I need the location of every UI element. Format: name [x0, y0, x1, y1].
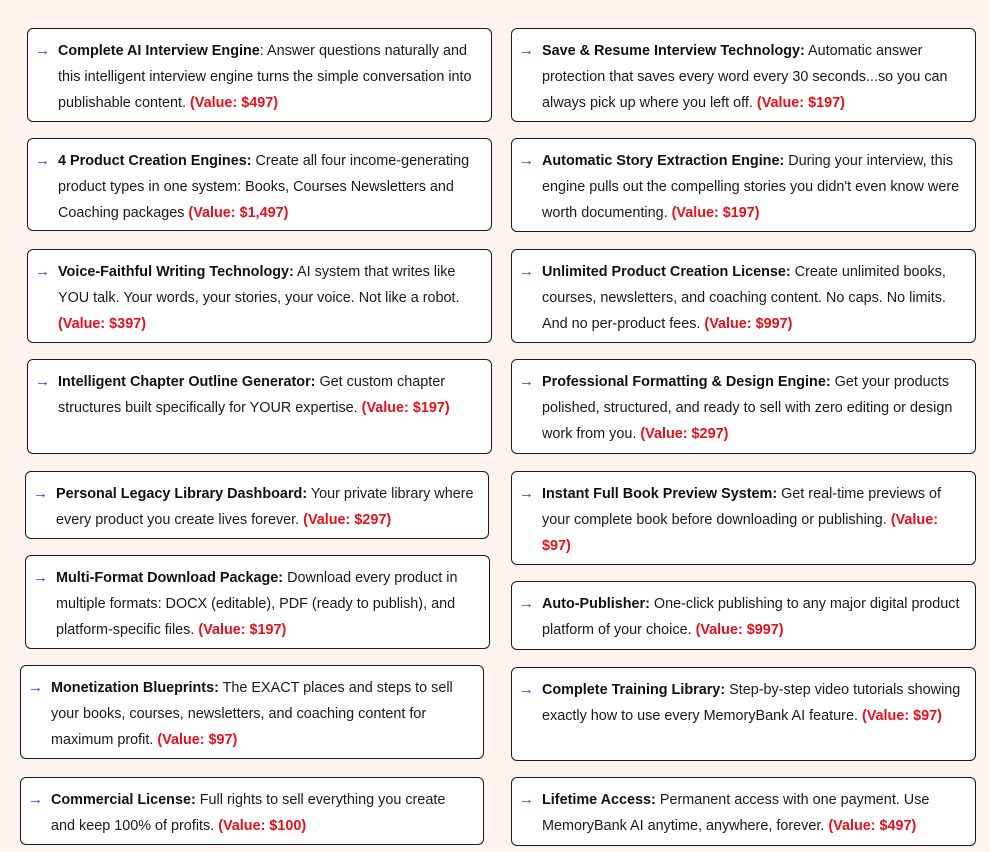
feature-description: Step-by-step video tutorials showing exactly how to use every MemoryBank AI feature.: [542, 682, 961, 724]
feature-description: Get real-time previews of your complete book before downloading or publishing.: [542, 486, 942, 528]
arrow-right-icon: →: [519, 42, 534, 59]
feature-title: Professional Formatting & Design Engine:: [542, 374, 831, 390]
feature-description: During your interview, this engine pulls out the compelling stories you didn't even know were worth documenting.: [542, 153, 960, 221]
feature-card-voice-faithful-writing: [27, 249, 492, 343]
feature-title: Automatic Story Extraction Engine:: [542, 153, 785, 169]
feature-text: [542, 369, 965, 447]
arrow-right-icon: →: [35, 152, 50, 169]
feature-title: Multi-Format Download Package:: [56, 570, 284, 586]
feature-card-legacy-library-dashboard: [25, 471, 489, 539]
feature-title: Save & Resume Interview Technology:: [542, 43, 805, 59]
feature-description: Download every product in multiple formats: DOCX (editable), PDF (ready to publish), and platform-specific files.: [56, 570, 458, 638]
feature-card-product-creation-engines: [27, 138, 492, 231]
feature-card-training-library: [511, 667, 976, 761]
arrow-right-icon: →: [519, 485, 534, 502]
feature-value: (Value: $197): [361, 400, 450, 416]
feature-value: (Value: $397): [58, 316, 146, 332]
feature-description: Get your products polished, structured, and ready to sell with zero editing or design work from you.: [542, 374, 953, 442]
arrow-right-icon: →: [35, 373, 50, 390]
arrow-right-icon: →: [35, 263, 50, 280]
feature-description: Create all four income-generating product types in one system: Books, Courses Newsletters and Coaching packages: [58, 153, 470, 221]
feature-value: (Value: $197): [671, 205, 760, 221]
arrow-right-icon: →: [519, 152, 534, 169]
feature-value: (Value: $100): [218, 818, 307, 834]
feature-description: Automatic answer protection that saves every word every 30 seconds...so you can always pick up where you left off.: [542, 43, 948, 111]
feature-value: (Value: $97): [157, 732, 238, 748]
feature-title: Complete Training Library:: [542, 682, 726, 698]
feature-description: Your private library where every product you create lives forever.: [56, 486, 474, 528]
feature-card-ai-interview-engine: [27, 28, 492, 122]
feature-description: Permanent access with one payment. Use MemoryBank AI anytime, anywhere, forever.: [542, 792, 930, 834]
feature-text: [58, 259, 481, 337]
feature-description: : Answer questions naturally and this intelligent interview engine turns the simple conversation into publishable content.: [58, 43, 472, 111]
feature-text: [542, 148, 965, 226]
feature-card-formatting-design-engine: [511, 359, 976, 454]
feature-value: (Value: $297): [303, 512, 392, 528]
feature-description: Create unlimited books, courses, newsletters, and coaching content. No caps. No limits. And no per-product fees.: [542, 264, 946, 332]
feature-value: (Value: $497): [190, 95, 279, 111]
feature-text: [58, 38, 481, 116]
arrow-right-icon: →: [35, 42, 50, 59]
arrow-right-icon: →: [28, 791, 43, 808]
arrow-right-icon: →: [519, 373, 534, 390]
feature-card-story-extraction-engine: [511, 138, 976, 232]
feature-text: [51, 787, 473, 839]
arrow-right-icon: →: [519, 595, 534, 612]
feature-text: [51, 675, 473, 753]
feature-value: (Value: $1,497): [188, 205, 289, 221]
feature-value: (Value: $497): [828, 818, 917, 834]
feature-title: Auto-Publisher:: [542, 596, 650, 612]
feature-card-monetization-blueprints: [20, 665, 484, 759]
feature-text: [58, 148, 481, 226]
feature-card-multi-format-download: [25, 555, 490, 649]
arrow-right-icon: →: [519, 791, 534, 808]
feature-title: Intelligent Chapter Outline Generator:: [58, 374, 316, 390]
feature-text: [542, 591, 965, 643]
feature-card-commercial-license: [20, 777, 484, 845]
feature-card-auto-publisher: [511, 581, 976, 650]
feature-text: [542, 787, 965, 839]
feature-description: Get custom chapter structures built specifically for YOUR expertise.: [58, 374, 446, 416]
feature-description: AI system that writes like YOU talk. Your words, your stories, your voice. Not like a robot.: [58, 264, 460, 306]
arrow-right-icon: →: [33, 569, 48, 586]
feature-title: Personal Legacy Library Dashboard:: [56, 486, 308, 502]
feature-card-book-preview-system: [511, 471, 976, 565]
feature-title: Complete AI Interview Engine: [58, 43, 260, 59]
feature-text: [542, 38, 965, 116]
feature-value: (Value: $997): [704, 316, 793, 332]
arrow-right-icon: →: [519, 263, 534, 280]
feature-title: Monetization Blueprints:: [51, 680, 219, 696]
feature-value: (Value: $97): [861, 708, 942, 724]
feature-title: 4 Product Creation Engines:: [58, 153, 252, 169]
feature-value: (Value: $297): [640, 426, 729, 442]
feature-value: (Value: $997): [695, 622, 784, 638]
feature-title: Instant Full Book Preview System:: [542, 486, 778, 502]
feature-card-chapter-outline-generator: [27, 359, 492, 454]
feature-text: [56, 565, 479, 643]
feature-card-unlimited-product-license: [511, 249, 976, 343]
feature-description: Full rights to sell everything you create and keep 100% of profits.: [51, 792, 446, 834]
arrow-right-icon: →: [519, 681, 534, 698]
feature-text: [542, 481, 965, 559]
feature-title: Lifetime Access:: [542, 792, 656, 808]
feature-title: Commercial License:: [51, 792, 196, 808]
feature-value: (Value: $97): [542, 512, 938, 554]
feature-text: [58, 369, 481, 421]
arrow-right-icon: →: [28, 679, 43, 696]
feature-text: [542, 677, 965, 729]
feature-value: (Value: $197): [198, 622, 287, 638]
feature-description: The EXACT places and steps to sell your books, courses, newsletters, and coaching content for maximum profit.: [51, 680, 453, 748]
feature-text: [56, 481, 478, 533]
feature-value: (Value: $197): [756, 95, 845, 111]
feature-description: One-click publishing to any major digital product platform of your choice.: [542, 596, 960, 638]
feature-card-save-resume-interview: [511, 28, 976, 122]
arrow-right-icon: →: [33, 485, 48, 502]
feature-title: Unlimited Product Creation License:: [542, 264, 791, 280]
feature-text: [542, 259, 965, 337]
feature-card-lifetime-access: [511, 777, 976, 846]
feature-title: Voice-Faithful Writing Technology:: [58, 264, 294, 280]
